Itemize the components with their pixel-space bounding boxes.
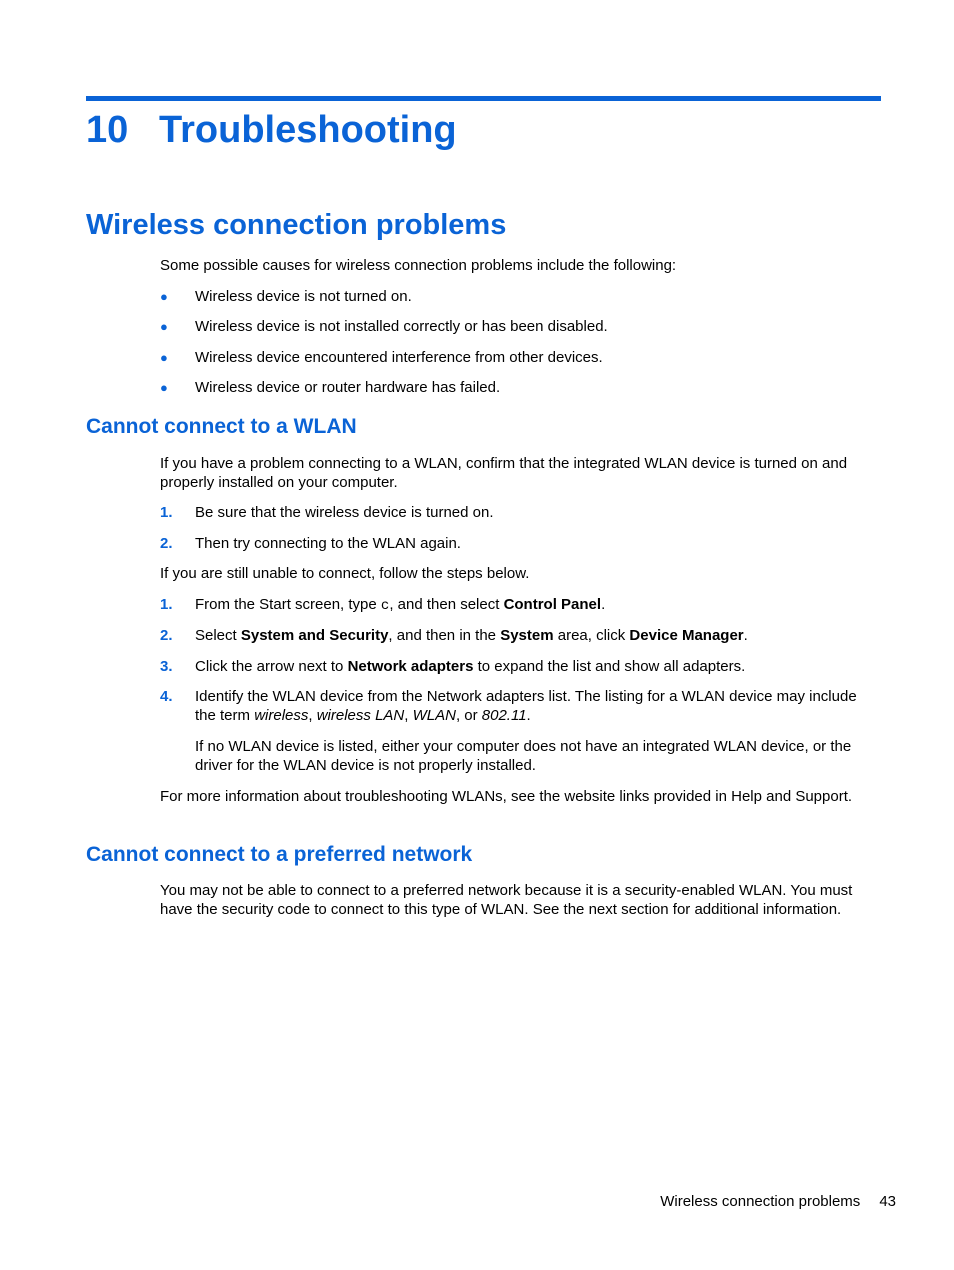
bullet-marker: ●	[160, 289, 168, 304]
preferred-text: You may not be able to connect to a preferred network because it is a security-enabled WLAN. You must have the security code to connect to this type of WLAN. See the next section for additional information.	[160, 882, 853, 918]
step-item: 3. Click the arrow next to Network adapters to expand the list and show all adapters.	[160, 658, 746, 675]
step-number: 2.	[160, 627, 173, 644]
chapter-title-text: Troubleshooting	[159, 109, 457, 151]
chapter-rule	[86, 96, 881, 101]
bullet-marker: ●	[160, 319, 168, 334]
subsection-title-preferred: Cannot connect to a preferred network	[86, 843, 473, 866]
code-text: c	[380, 598, 390, 614]
section-intro: Some possible causes for wireless connection problems include the following:	[160, 257, 677, 274]
step-number: 3.	[160, 658, 173, 675]
bullet-marker: ●	[160, 350, 168, 365]
section-title: Wireless connection problems	[86, 209, 507, 241]
step-item: 1. From the Start screen, type c, and then select Control Panel.	[160, 596, 606, 614]
step-number: 4.	[160, 688, 173, 705]
bullet-item: ● Wireless device or router hardware has failed.	[160, 379, 501, 396]
step-item: 2. Select System and Security, and then in the System area, click Device Manager.	[160, 627, 748, 644]
step-item: 4. Identify the WLAN device from the Network adapters list. The listing for a WLAN device may include the term wireless, wireless LAN, WLAN, or 802.11.	[160, 688, 857, 724]
page-footer	[660, 1192, 896, 1211]
bullet-marker: ●	[160, 380, 168, 395]
step-number: 2.	[160, 535, 173, 552]
step-number: 1.	[160, 596, 173, 613]
footer-section: Wireless connection problems	[660, 1193, 861, 1210]
step4-note: If no WLAN device is listed, either your computer does not have an integrated WLAN device, or the driver for the WLAN device is not properly installed.	[195, 738, 852, 774]
wlan-intro: If you have a problem connecting to a WLAN, confirm that the integrated WLAN device is turned on and properly installed on your computer.	[160, 455, 848, 491]
step-number: 1.	[160, 504, 173, 521]
step-item: 2. Then try connecting to the WLAN again.	[160, 535, 461, 552]
bullet-item: ● Wireless device encountered interference from other devices.	[160, 349, 603, 366]
bullet-item: ● Wireless device is not turned on.	[160, 288, 412, 305]
bullet-item: ● Wireless device is not installed correctly or has been disabled.	[160, 318, 608, 335]
still-unable-text: If you are still unable to connect, follow the steps below.	[160, 565, 530, 582]
page-number: 43	[879, 1193, 896, 1210]
subsection-title-wlan: Cannot connect to a WLAN	[86, 415, 357, 438]
chapter-title	[86, 106, 457, 154]
step-item: 1. Be sure that the wireless device is turned on.	[160, 504, 494, 521]
chapter-number: 10	[86, 109, 129, 151]
more-info-text: For more information about troubleshooting WLANs, see the website links provided in Help and Support.	[160, 788, 853, 805]
